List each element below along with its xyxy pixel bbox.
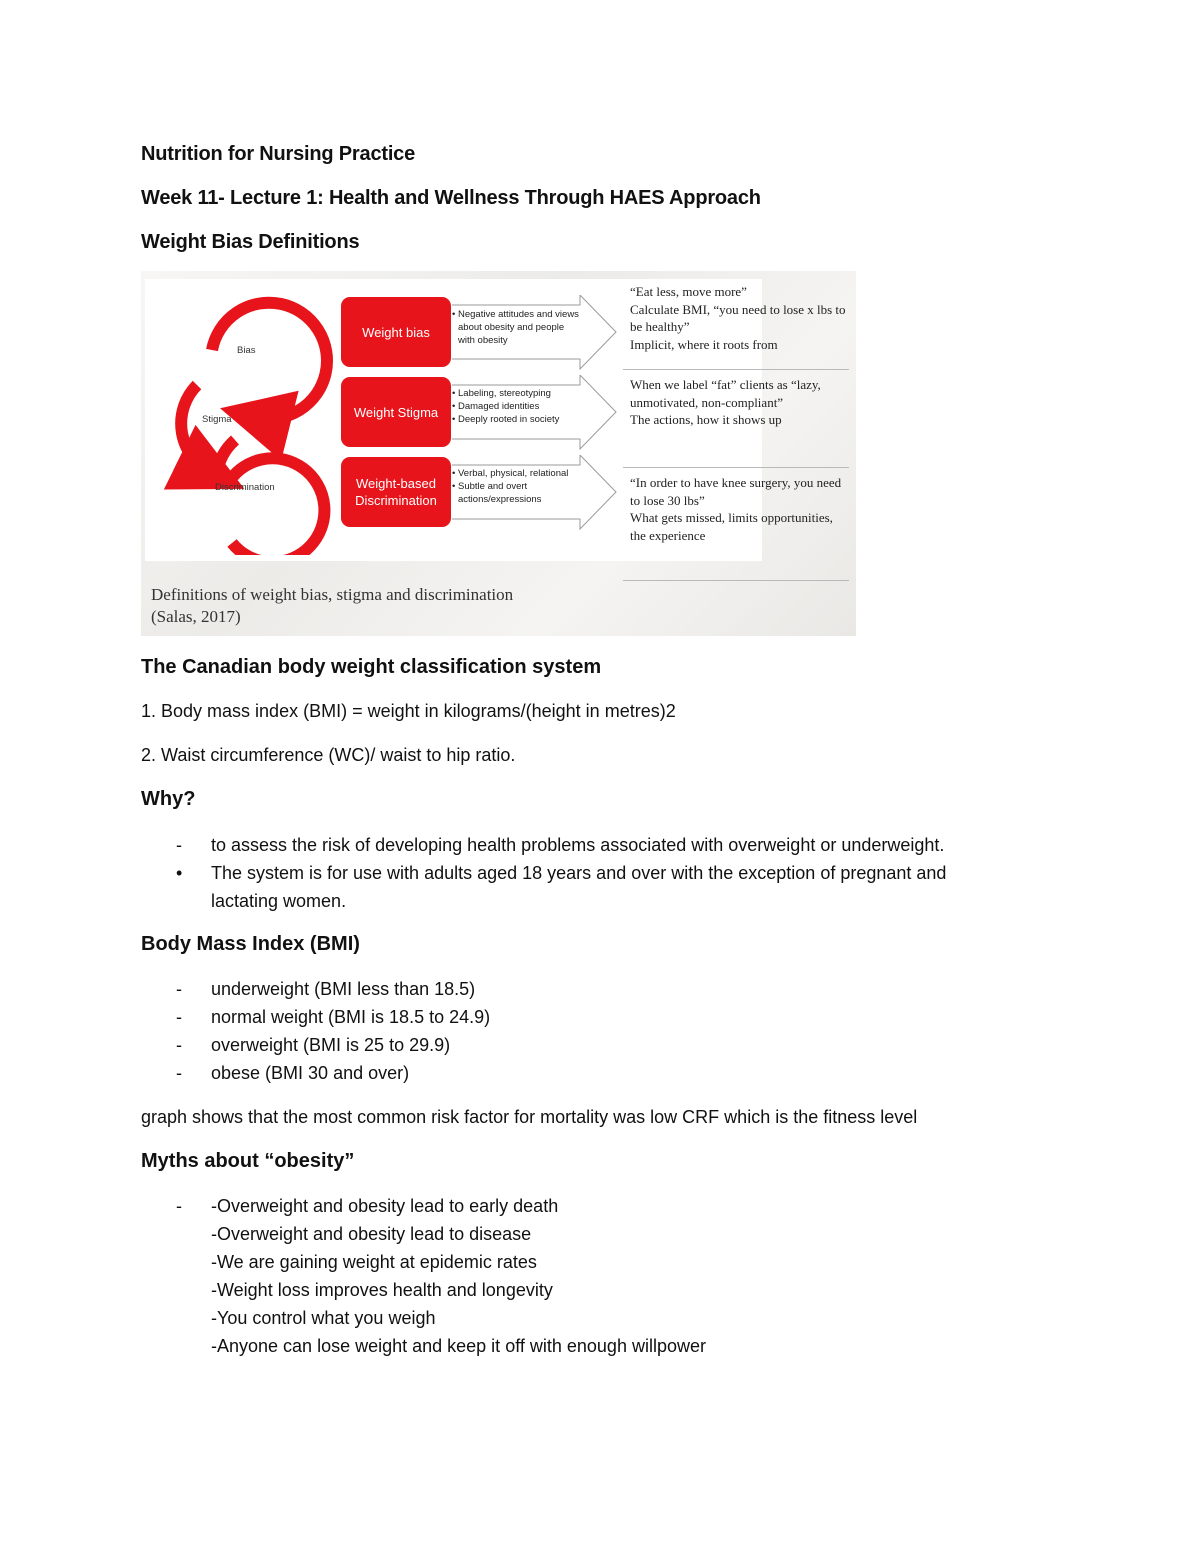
bullet-item: • Damaged identities (452, 400, 582, 413)
bmi-formula-item: 1. Body mass index (BMI) = weight in kilograms/(height in metres)2 (141, 701, 676, 721)
bullet-marker: • (176, 863, 183, 883)
bmi-heading: Body Mass Index (BMI) (141, 933, 360, 955)
cycle-label-stigma: Stigma (202, 414, 232, 425)
list-item: -You control what you weigh (211, 1308, 436, 1328)
myths-heading: Myths about “obesity” (141, 1150, 355, 1172)
dash-marker: - (176, 1007, 182, 1027)
weight-stigma-box: Weight Stigma (341, 377, 451, 447)
list-item (176, 1031, 776, 1059)
list-item: -Overweight and obesity lead to disease (211, 1224, 532, 1244)
note-line: “Eat less, move more” (630, 284, 747, 299)
section-weight-bias-heading: Weight Bias Definitions (141, 231, 360, 253)
bullet-item: • Verbal, physical, relational (452, 467, 582, 480)
list-item: -We are gaining weight at epidemic rates (211, 1252, 537, 1272)
list-item-text: The system is for use with adults aged 18 years and over with the exception of pregnant and (211, 863, 947, 883)
note-line: Implicit, where it roots from (630, 336, 778, 352)
list-item-continuation: lactating women. (211, 891, 347, 911)
list-item (176, 1192, 876, 1220)
list-item (176, 1059, 776, 1087)
note-weight-bias (623, 283, 849, 370)
caption-citation: (Salas, 2017) (151, 607, 241, 626)
graph-note: graph shows that the most common risk factor for mortality was low CRF which is the fitness level (141, 1107, 918, 1127)
bmi-list (176, 975, 776, 1087)
dash-marker: - (176, 1196, 182, 1216)
list-item-text: underweight (BMI less than 18.5) (211, 979, 476, 999)
weight-bias-box: Weight bias (341, 297, 451, 367)
note-weight-stigma (623, 376, 849, 468)
cycle-label-bias: Bias (237, 345, 256, 356)
list-item-text: normal weight (BMI is 18.5 to 24.9) (211, 1007, 491, 1027)
list-item-text: overweight (BMI is 25 to 29.9) (211, 1035, 451, 1055)
weight-bias-slide-image (141, 271, 856, 636)
why-heading: Why? (141, 788, 196, 810)
note-line: “In order to have knee surgery, you need to lose 30 lbs” (630, 475, 842, 508)
slide-caption (151, 584, 513, 628)
cycle-label-discrimination: Discrimination (215, 482, 275, 493)
row3-arrow (450, 455, 620, 535)
why-list (176, 831, 1056, 915)
list-item-text: to assess the risk of developing health problems associated with overweight or underweight. (211, 835, 945, 855)
bullet-item: • Negative attitudes and views about obesity and people with obesity (452, 308, 582, 347)
row1-arrow (450, 295, 620, 375)
caption-title: Definitions of weight bias, stigma and discrimination (151, 585, 514, 604)
list-item-text: -Overweight and obesity lead to early death (211, 1196, 559, 1216)
canadian-system-heading: The Canadian body weight classification system (141, 656, 602, 678)
list-item: -Weight loss improves health and longevity (211, 1280, 553, 1300)
list-item (176, 975, 776, 1003)
note-line: Calculate BMI, “you need to lose x lbs to be healthy” (630, 301, 846, 334)
note-line: What gets missed, limits opportunities, the experience (630, 510, 833, 543)
slide-notes-panel (623, 275, 849, 581)
note-line: The actions, how it shows up (630, 412, 782, 427)
note-weight-discrimination (623, 474, 849, 581)
list-item: -Anyone can lose weight and keep it off with enough willpower (211, 1336, 706, 1356)
bullet-item: • Subtle and overt actions/expressions (452, 480, 582, 506)
list-item (176, 831, 1056, 859)
weight-discrimination-box: Weight-based Discrimination (341, 457, 451, 527)
list-item (176, 1003, 776, 1031)
bias-cycle-diagram (157, 295, 337, 555)
bullet-item: • Deeply rooted in society (452, 413, 582, 426)
row2-arrow (450, 375, 620, 455)
bullet-item: • Labeling, stereotyping (452, 387, 582, 400)
course-title: Nutrition for Nursing Practice (141, 143, 416, 165)
waist-circumference-item: 2. Waist circumference (WC)/ waist to hip ratio. (141, 745, 516, 765)
dash-marker: - (176, 1063, 182, 1083)
dash-marker: - (176, 979, 182, 999)
list-item (176, 859, 1056, 887)
myths-list (176, 1192, 876, 1360)
list-item-text: obese (BMI 30 and over) (211, 1063, 410, 1083)
dash-marker: - (176, 835, 182, 855)
lecture-title: Week 11- Lecture 1: Health and Wellness Through HAES Approach (141, 187, 761, 209)
dash-marker: - (176, 1035, 182, 1055)
note-line: When we label “fat” clients as “lazy, unmotivated, non-compliant” (630, 377, 821, 410)
